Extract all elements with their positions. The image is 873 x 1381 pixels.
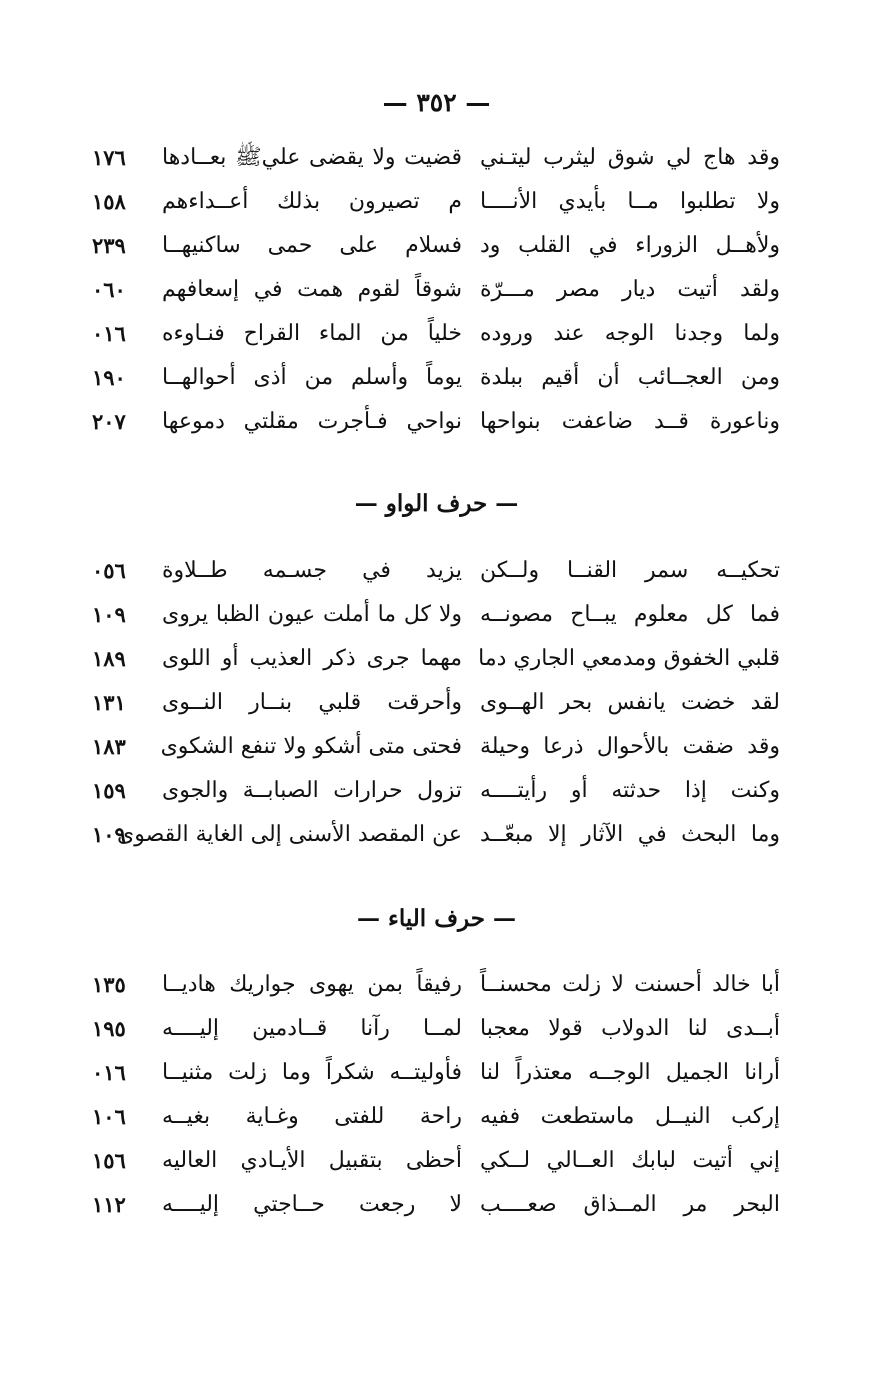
first-hemistich: وناعورة قــد ضاعفت بنواحها xyxy=(480,409,780,434)
verse-reference-number: ٢٠٧ xyxy=(92,409,126,434)
verse-row xyxy=(92,270,792,310)
first-hemistich: وكنت إذا حدثته أو رأيتــــه xyxy=(480,778,780,803)
verse-reference-number: ١٣١ xyxy=(92,690,126,715)
first-hemistich: فما كل معلوم يبــاح مصونــه xyxy=(480,602,780,627)
second-hemistich: رفيقاً بمن يهوى جواريك هاديــا xyxy=(162,972,462,997)
second-hemistich: يوماً وأسلم من أذى أحوالهــا xyxy=(162,365,462,390)
second-hemistich: يزيد في جسـمه طــلاوة xyxy=(162,558,462,583)
first-hemistich: ولقد أتيت ديار مصر مـــرّة xyxy=(480,277,780,302)
verse-row xyxy=(92,402,792,442)
verse-row xyxy=(92,771,792,811)
verse-row xyxy=(92,314,792,354)
second-hemistich: تزول حرارات الصبابــة والجوى xyxy=(162,778,462,803)
verse-row xyxy=(92,683,792,723)
verse-row xyxy=(92,138,792,178)
first-hemistich: وقد ضقت بالأحوال ذرعا وحيلة xyxy=(480,734,780,759)
second-hemistich: ولا كل ما أملت عيون الظبا يروى xyxy=(162,602,462,627)
second-hemistich: فأوليتــه شكراً وما زلت مثنيــا xyxy=(162,1060,462,1085)
verse-reference-number: ٠١٦ xyxy=(92,1060,126,1085)
second-hemistich: عن المقصد الأسنى إلى الغاية القصوى xyxy=(116,822,462,847)
first-hemistich: أبا خالد أحسنت لا زلت محسنــاً xyxy=(480,972,780,997)
second-hemistich: لا رجعت حــاجتي إليــــه xyxy=(162,1192,462,1217)
first-hemistich: إركب النيــل ماستطعت ففيه xyxy=(480,1104,780,1129)
verse-reference-number: ١٥٨ xyxy=(92,189,126,214)
verse-reference-number: ١٩٠ xyxy=(92,365,126,390)
second-hemistich: أحظى بتقبيل الأيـادي العاليه xyxy=(162,1148,462,1173)
first-hemistich: البحر مر المــذاق صعــــب xyxy=(480,1192,780,1217)
verse-row xyxy=(92,551,792,591)
first-hemistich: وقد هاج لي شوق ليثرب ليتـني xyxy=(480,145,780,170)
first-hemistich: ولا تطلبوا مــا بأيدي الأنــــا xyxy=(480,189,780,214)
verse-reference-number: ١٣٥ xyxy=(92,972,126,997)
verse-row xyxy=(92,595,792,635)
verse-reference-number: ١٠٩ xyxy=(92,602,126,627)
first-hemistich: إني أتيت لبابك العــالي لــكي xyxy=(480,1148,780,1173)
second-hemistich: فحتى متى أشكو ولا تنفع الشكوى xyxy=(160,734,462,759)
second-hemistich: نواحي فـأجرت مقلتي دموعها xyxy=(162,409,462,434)
verse-reference-number: ١٧٦ xyxy=(92,145,126,170)
verse-reference-number: ٠٦٠ xyxy=(92,277,126,302)
first-hemistich: ومن العجــائب أن أقيم ببلدة xyxy=(480,365,780,390)
verse-reference-number: ٠٥٦ xyxy=(92,558,126,583)
verse-reference-number: ١٩٥ xyxy=(92,1016,126,1041)
second-hemistich: فسلام على حمى ساكنيهــا xyxy=(162,233,462,258)
verse-reference-number: ١٥٦ xyxy=(92,1148,126,1173)
second-hemistich: وأحرقت قلبي بنــار النــوى xyxy=(162,690,462,715)
verse-reference-number: ١٨٩ xyxy=(92,646,126,671)
verse-reference-number: ١١٢ xyxy=(92,1192,126,1217)
second-hemistich: قضيت ولا يقضى عليﷺ بعــادها xyxy=(162,145,462,170)
verse-reference-number: ١٠٦ xyxy=(92,1104,126,1129)
verse-row xyxy=(92,1097,792,1137)
verse-reference-number: ٠١٦ xyxy=(92,321,126,346)
verse-row xyxy=(92,1009,792,1049)
verse-reference-number: ١٠٩ xyxy=(92,822,126,847)
first-hemistich: ولما وجدنا الوجه عند وروده xyxy=(480,321,780,346)
verse-row xyxy=(92,226,792,266)
second-hemistich: خلياً من الماء القراح فنـاوءه xyxy=(162,321,462,346)
first-hemistich: وما البحث في الآثار إلا مبعّــد xyxy=(480,822,780,847)
second-hemistich: م تصيرون بذلك أعــداءهم xyxy=(162,189,462,214)
verse-row xyxy=(92,965,792,1005)
verse-row xyxy=(92,1141,792,1181)
first-hemistich: أبــدى لنا الدولاب قولا معجبا xyxy=(480,1016,780,1041)
verse-reference-number: ١٥٩ xyxy=(92,778,126,803)
second-hemistich: راحة للفتى وغـاية بغيــه xyxy=(162,1104,462,1129)
verse-row xyxy=(92,358,792,398)
verse-row xyxy=(92,639,792,679)
section-heading-ya: — حرف الياء — xyxy=(357,905,516,932)
verse-row xyxy=(92,1053,792,1093)
verse-row xyxy=(92,1185,792,1225)
verse-row xyxy=(92,727,792,767)
section-heading-waw: — حرف الواو — xyxy=(354,490,519,517)
second-hemistich: لمــا رآنا قــادمين إليــــه xyxy=(162,1016,462,1041)
first-hemistich: قلبي الخفوق ومدمعي الجاري دما xyxy=(478,646,780,671)
first-hemistich: ولأهــل الزوراء في القلب ود xyxy=(480,233,780,258)
second-hemistich: مهما جرى ذكر العذيب أو اللوى xyxy=(162,646,462,671)
first-hemistich: تحكيــه سمر القنــا ولــكن xyxy=(480,558,780,583)
page-number: — ٣٥٢ — xyxy=(382,88,491,117)
verse-row xyxy=(92,815,792,855)
first-hemistich: لقد خضت يانفس بحر الهــوى xyxy=(480,690,780,715)
first-hemistich: أرانا الجميل الوجــه معتذراً لنا xyxy=(480,1060,780,1085)
verse-reference-number: ٢٣٩ xyxy=(92,233,126,258)
verse-row xyxy=(92,182,792,222)
second-hemistich: شوقاً لقوم همت في إسعافهم xyxy=(162,277,462,302)
verse-reference-number: ١٨٣ xyxy=(92,734,126,759)
